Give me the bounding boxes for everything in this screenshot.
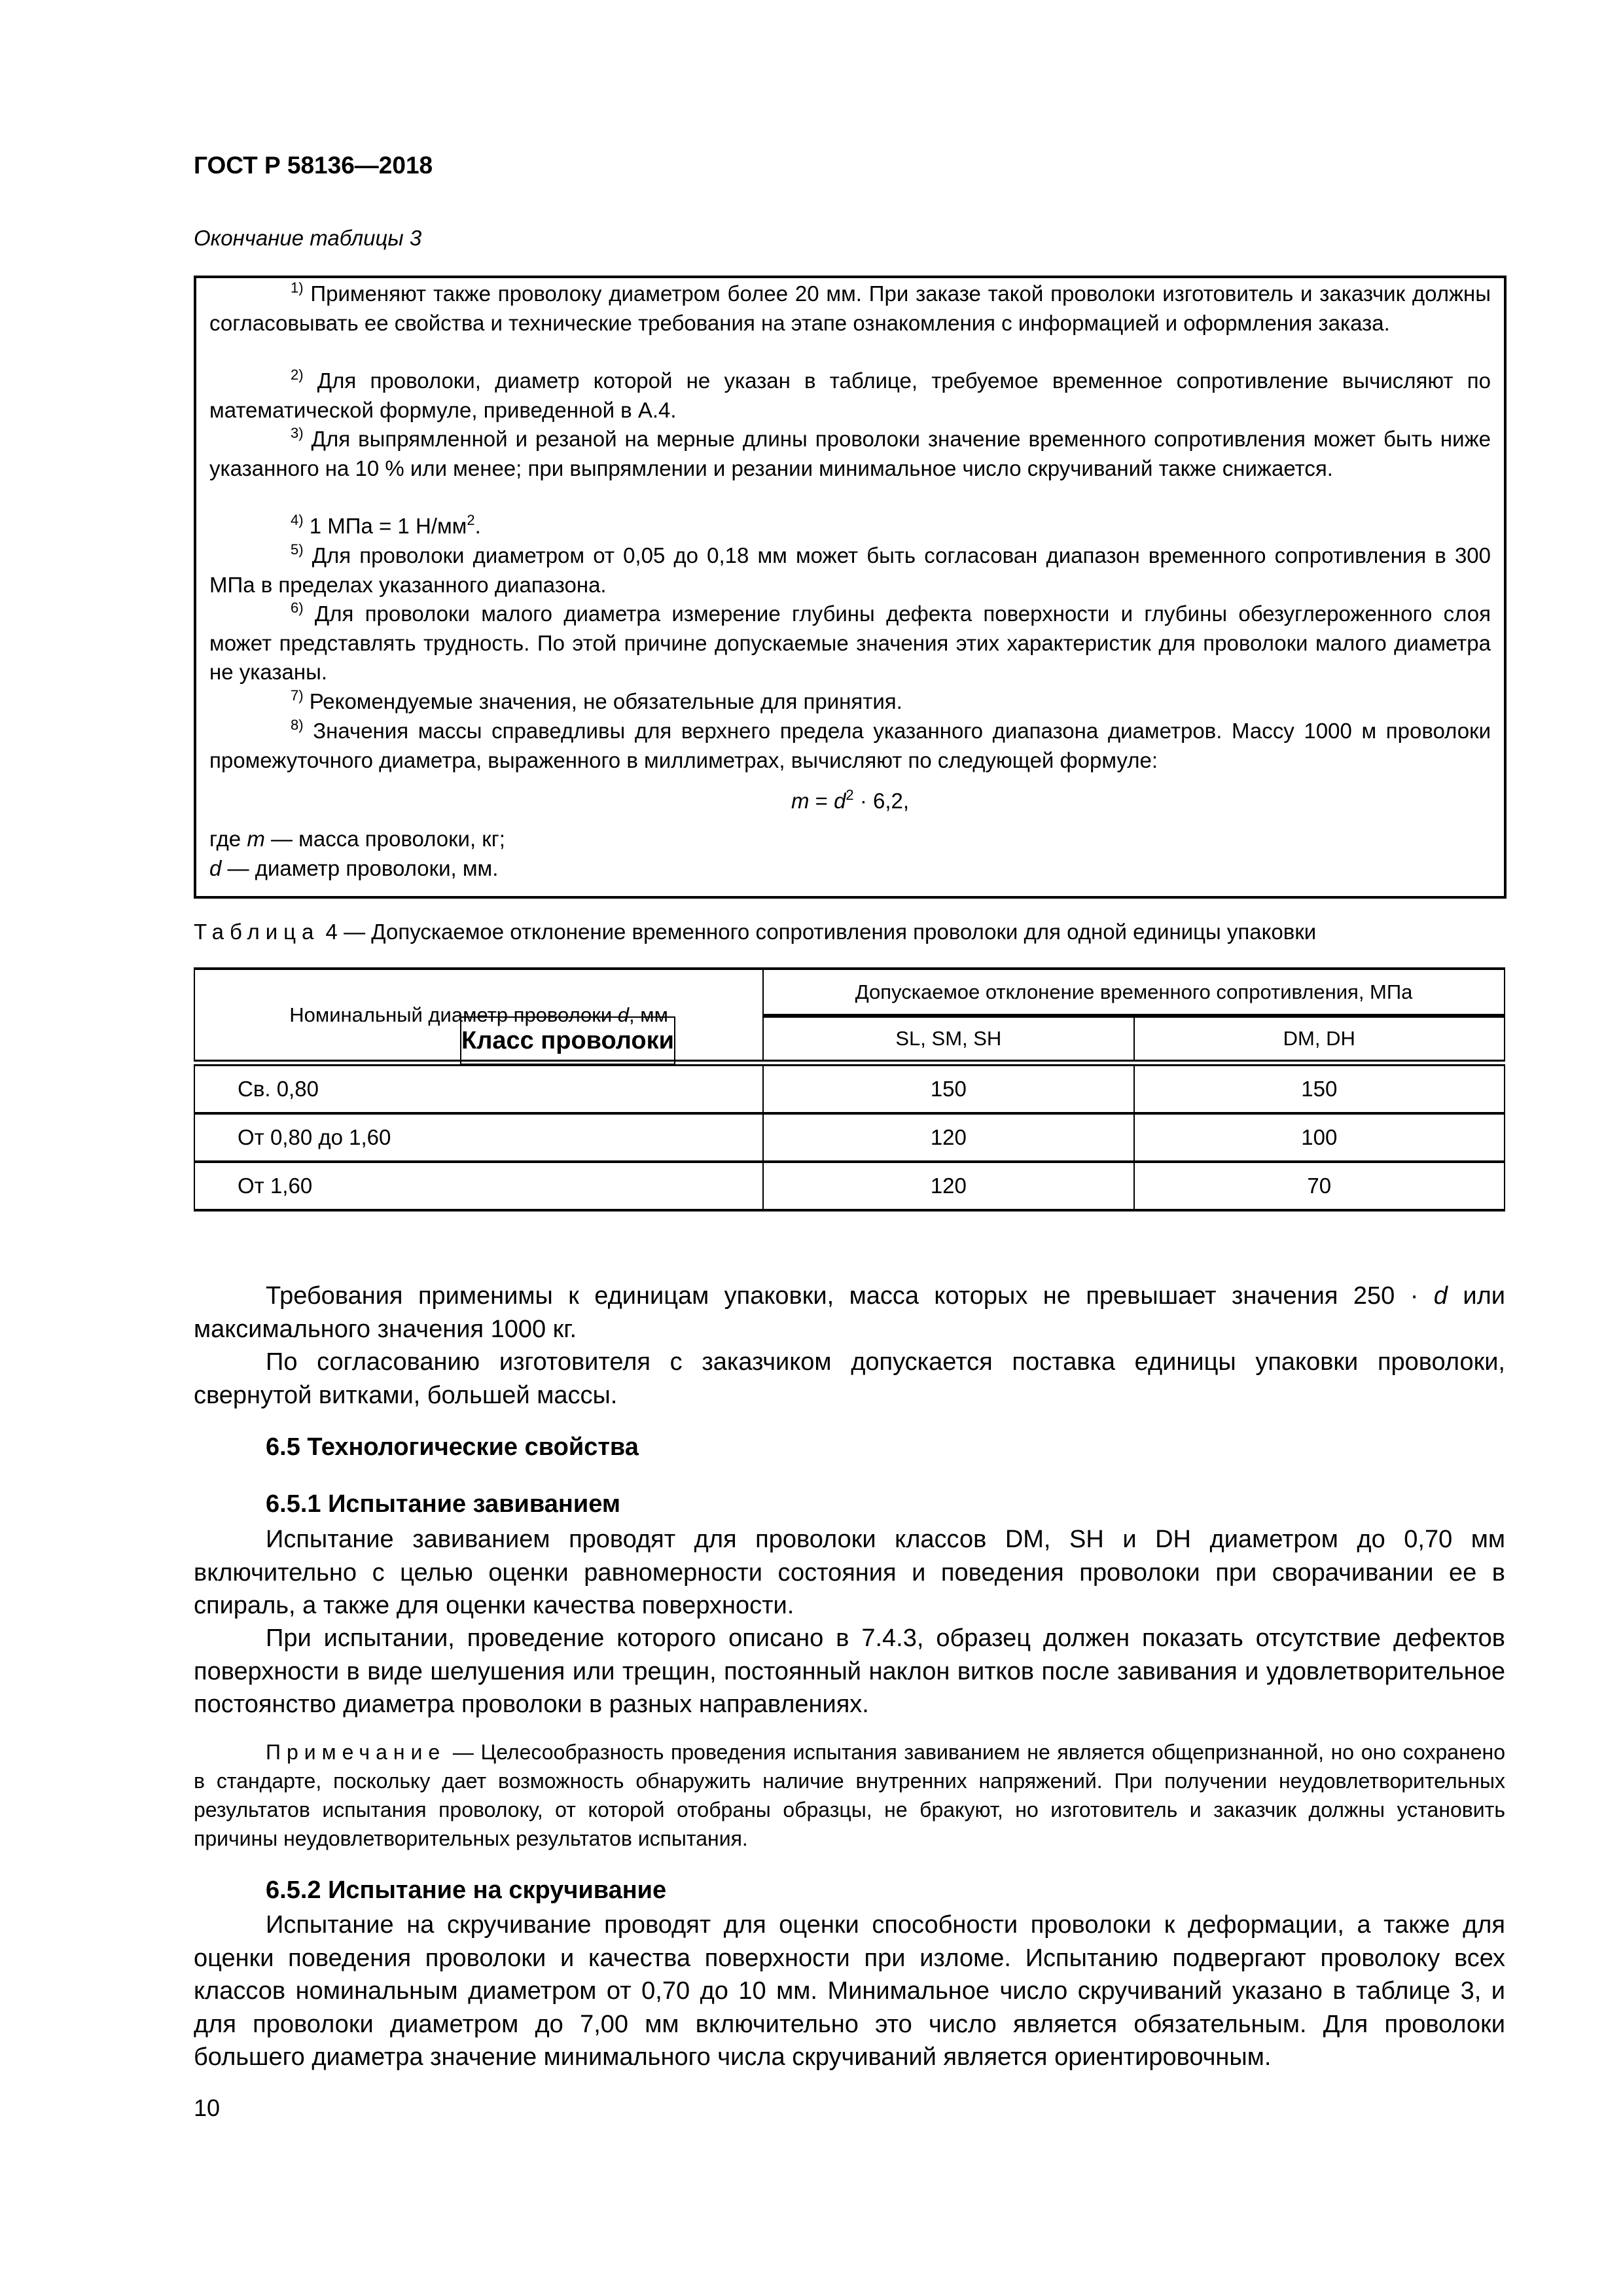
table-row: От 0,80 до 1,60 120 100 (194, 1113, 1505, 1162)
formula-where-d: d — диаметр проволоки, мм. (209, 856, 499, 880)
mass-formula: $m = d^2 \cdot 6,2$, (791, 787, 910, 813)
footnote-marker: 7) (291, 687, 304, 704)
footnote-6: $^{6)}$ Для проволоки малого диаметра измерение глубины дефекта поверхности и глубины обезуглероженного слоя может представлять трудность. По этой причине допускаемые значения этих характеристик для проволоки малого диаметра не указаны. (209, 600, 1491, 684)
footnote-2: $^{2)}$ Для проволоки, диаметр которой не указан в таблице, требуемое временное сопротивление вычисляют по математической формуле, приведенной в А.4. (209, 367, 1491, 422)
footnote-1: $^{1)}$ Применяют также проволоку диаметром более 20 мм. При заказе такой проволоки изготовитель и заказчик должны согласовывать ее свойства и технические требования на этапе ознакомления с информацией и оформления заказа. (209, 279, 1491, 335)
footnote-7: $^{7)}$ Рекомендуемые значения, не обязательные для принятия. (291, 687, 902, 713)
footnote-marker: 5) (291, 541, 304, 558)
table-header-class-sl-sm-sh: SL, SM, SH (763, 1017, 1133, 1063)
page-number: 10 (194, 2094, 221, 2121)
footnote-5: $^{5)}$ Для проволоки диаметром от 0,05 до 0,18 мм может быть согласован диапазон временного сопротивления в 300 МПа в пределах указанного диапазона. (209, 541, 1491, 597)
table-continuation-label: Окончание таблицы 3 (194, 226, 422, 250)
table4-caption: Таблица 4 — Допускаемое отклонение временного сопротивления проволоки для одной единицы упаковки (194, 920, 1317, 944)
footnote-marker: 3) (291, 425, 304, 441)
footnote-marker: 4) (291, 512, 304, 528)
footnote-4: $^{4)}$ 1 МПа = 1 $Н/мм^2$. (291, 512, 481, 538)
section-heading-6-5-2: 6.5.2 Испытание на скручивание (266, 1876, 667, 1904)
footnote-8: $^{8)}$ Значения массы справедливы для верхнего предела указанного диапазона диаметров. Массу 1000 м проволоки промежуточного диаметра, выраженного в миллиметрах, вычисляют по следующей формуле: (209, 717, 1491, 772)
paragraph-agreement: По согласованию изготовителя с заказчиком допускается поставка единицы упаковки проволоки, свернутой витками, большей массы. (194, 1348, 1505, 1409)
table-header-tolerance: Допускаемое отклонение временного сопротивления, МПа (763, 969, 1505, 1015)
footnote-marker: 2) (291, 367, 304, 383)
paragraph-torsion-test: Испытание на скручивание проводят для оценки способности проволоки к деформации, а также для оценки поведения проволоки и качества поверхности при изломе. Испытанию подвергают проволоку всех классов номинальным диаметром от 0,70 до 10 мм. Минимальное число скручиваний указано в таблице 3, и для проволоки диаметром до 7,00 мм включительно это число является обязательным. Для проволоки большего диаметра значение минимального числа скручиваний является ориентировочным. (194, 1911, 1505, 2071)
table4 (194, 967, 1505, 1211)
table-row: От 1,60 120 70 (194, 1162, 1505, 1210)
paragraph-coiling-result: При испытании, проведение которого описано в 7.4.3, образец должен показать отсутствие дефектов поверхности в виде шелушения или трещин, постоянный наклон витков после завивания и удовлетворительное постоянство диаметра проволоки в разных направлениях. (194, 1624, 1505, 1718)
table-row: Св. 0,80 150 150 (194, 1063, 1505, 1113)
table-header-wire-class: Класс проволоки (461, 1017, 675, 1065)
document-code-header: ГОСТ Р 58136—2018 (194, 152, 433, 179)
section-heading-6-5: 6.5 Технологические свойства (266, 1433, 639, 1461)
footnote-marker: 1) (291, 279, 304, 296)
section-heading-6-5-1: 6.5.1 Испытание завиванием (266, 1490, 620, 1518)
paragraph-package-mass: Требования применимы к единицам упаковки, масса которых не превышает значения 250 · d или максимального значения 1000 кг. (194, 1282, 1506, 1343)
note-coiling: Примечание — Целесообразность проведения испытания завиванием не является общепризнанной, но оно сохранено в стандарте, поскольку дает возможность обнаружить наличие внутренних напряжений. При получении неудовлетворительных результатов испытания проволоку, от которой отобраны образцы, не бракуют, но изготовитель и заказчик должны установить причины неудовлетворительных результатов испытания. (194, 1740, 1505, 1850)
paragraph-coiling-test: Испытание завиванием проводят для проволоки классов DM, SH и DH диаметром до 0,70 мм включительно с целью оценки равномерности состояния и поведения проволоки при сворачивании ее в спираль, а также для оценки качества поверхности. (194, 1526, 1505, 1619)
table-header-diameter: Номинальный диаметр проволоки d, мм (194, 969, 763, 1063)
footnote-marker: 6) (291, 600, 304, 616)
footnote-3: $^{3)}$ Для выпрямленной и резаной на мерные длины проволоки значение временного сопротивления может быть ниже указанного на 10 % или менее; при выпрямлении и резании минимальное число скручиваний также снижается. (209, 425, 1491, 480)
table-header-class-dm-dh: DM, DH (1134, 1017, 1505, 1063)
formula-where-m: где m — масса проволоки, кг; (209, 827, 505, 851)
table3-footnotes-box (194, 276, 1507, 899)
footnote-marker: 8) (291, 717, 304, 733)
